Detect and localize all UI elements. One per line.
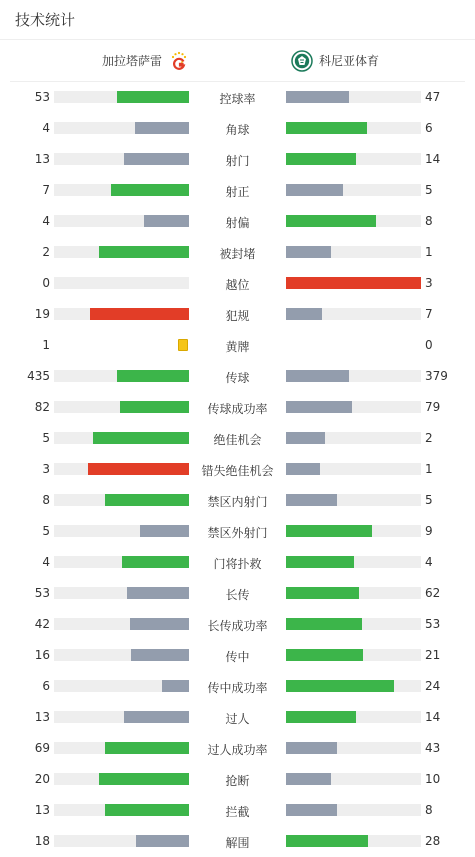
stat-name: 禁区内射门 [207,495,268,509]
stat-name: 拦截 [225,805,250,819]
away-stat-bar [286,401,421,413]
home-stat-bar-fill [162,680,189,692]
home-stat-value: 5 [42,524,50,538]
page-header [0,0,475,40]
stat-row [0,516,475,547]
stat-name: 长传 [225,588,250,602]
away-stat-value: 1 [425,462,433,476]
away-stat-bar [286,835,421,847]
away-stat-bar [286,525,421,537]
away-stat-bar-fill [286,246,331,258]
stat-row [0,113,475,144]
away-stat-bar [286,742,421,754]
konyaspor-logo-icon [291,50,313,72]
away-stat-bar-fill [286,835,368,847]
away-stat-bar [286,494,421,506]
home-stat-bar-fill [131,649,189,661]
stat-row [0,237,475,268]
away-team[interactable] [291,40,379,81]
home-team[interactable] [102,40,190,81]
away-stat-bar-fill [286,680,394,692]
away-stat-bar [286,587,421,599]
stat-row [0,299,475,330]
away-stat-value: 9 [425,524,433,538]
home-stat-bar-fill [117,91,189,103]
stat-row [0,826,475,857]
stat-row [0,454,475,485]
home-stat-value: 2 [42,245,50,259]
stat-name: 过人成功率 [207,743,268,757]
away-stat-bar [286,184,421,196]
home-stat-bar [54,184,189,196]
stat-name: 犯规 [225,309,250,323]
away-stat-bar [286,277,421,289]
stat-row [0,609,475,640]
away-stat-bar-fill [286,432,325,444]
home-stat-value: 0 [42,276,50,290]
stats-list [0,82,475,857]
away-stat-bar-fill [286,153,356,165]
home-stat-value: 53 [34,586,50,600]
away-stat-bar-fill [286,587,359,599]
home-stat-value: 18 [34,834,50,848]
stat-name: 传中 [225,650,250,664]
stat-row [0,330,475,361]
away-stat-bar [286,91,421,103]
home-stat-value: 1 [42,338,50,352]
away-stat-value: 8 [425,803,433,817]
away-stat-bar [286,370,421,382]
away-stat-bar-fill [286,277,421,289]
home-stat-bar [54,277,189,289]
away-stat-value: 5 [425,493,433,507]
away-stat-bar [286,711,421,723]
away-stat-bar-fill [286,494,337,506]
stat-name: 控球率 [219,92,256,106]
home-stat-bar [54,463,189,475]
stat-name: 错失绝佳机会 [201,464,274,478]
away-stat-bar-fill [286,804,337,816]
stat-name: 长传成功率 [207,619,268,633]
away-stat-bar-fill [286,215,376,227]
away-stat-value: 10 [425,772,441,786]
home-stat-bar-fill [140,525,189,537]
away-stat-bar-fill [286,618,362,630]
home-stat-value: 13 [34,803,50,817]
stat-row [0,82,475,113]
stat-name: 射偏 [225,216,250,230]
away-stat-bar [286,153,421,165]
home-stat-bar [54,122,189,134]
away-stat-bar-fill [286,122,367,134]
home-stat-bar [54,153,189,165]
stat-name: 传球成功率 [207,402,268,416]
stat-name: 黄牌 [225,340,250,354]
stat-name: 抢断 [225,774,250,788]
away-stat-bar-fill [286,525,372,537]
home-stat-bar-fill [122,556,190,568]
home-stat-bar [54,680,189,692]
away-stat-bar [286,463,421,475]
home-stat-bar-fill [135,122,189,134]
stat-name: 越位 [225,278,250,292]
away-stat-value: 47 [425,90,441,104]
home-stat-bar-fill [120,401,189,413]
home-stat-bar [54,432,189,444]
home-stat-bar [54,742,189,754]
home-stat-bar [54,308,189,320]
away-stat-bar [286,122,421,134]
away-stat-bar [286,432,421,444]
stat-row [0,423,475,454]
away-stat-value: 62 [425,586,441,600]
away-stat-value: 14 [425,152,441,166]
stat-row [0,795,475,826]
home-stat-value: 8 [42,493,50,507]
stat-row [0,671,475,702]
away-stat-bar [286,556,421,568]
away-stat-value: 3 [425,276,433,290]
away-stat-value: 6 [425,121,433,135]
away-stat-bar [286,649,421,661]
stat-row [0,144,475,175]
home-stat-bar [54,587,189,599]
away-stat-value: 0 [425,338,433,352]
home-stat-bar [54,711,189,723]
home-stat-bar-fill [99,773,189,785]
stat-name: 门将扑救 [213,557,262,571]
away-stat-bar [286,680,421,692]
home-stat-bar [54,835,189,847]
home-stat-bar-fill [144,215,189,227]
home-stat-bar [54,215,189,227]
stat-row [0,578,475,609]
away-stat-bar-fill [286,184,343,196]
galatasaray-logo-icon [168,50,190,72]
home-stat-bar [54,618,189,630]
home-stat-bar [54,370,189,382]
home-stat-bar-fill [117,370,189,382]
stat-name: 传中成功率 [207,681,268,695]
home-stat-bar-fill [124,711,189,723]
page-title: 技术统计 [15,11,76,29]
away-stat-bar [286,773,421,785]
stat-row [0,392,475,423]
home-stat-bar-fill [124,153,189,165]
home-stat-value: 13 [34,152,50,166]
away-stat-bar-fill [286,91,349,103]
home-stat-value: 82 [34,400,50,414]
away-stat-bar-fill [286,401,352,413]
away-stat-value: 14 [425,710,441,724]
home-stat-value: 16 [34,648,50,662]
home-stat-value: 4 [42,555,50,569]
stat-name: 过人 [225,712,250,726]
away-stat-bar [286,246,421,258]
away-stat-value: 28 [425,834,441,848]
stat-name: 传球 [225,371,250,385]
away-stat-value: 79 [425,400,441,414]
home-stat-value: 53 [34,90,50,104]
stat-name: 绝佳机会 [213,433,262,447]
home-stat-bar [54,773,189,785]
stat-row [0,485,475,516]
home-stat-bar [54,401,189,413]
away-stat-value: 5 [425,183,433,197]
home-stat-value: 69 [34,741,50,755]
away-stat-bar [286,618,421,630]
away-stat-bar-fill [286,711,356,723]
home-stat-value: 42 [34,617,50,631]
away-stat-value: 2 [425,431,433,445]
home-stat-bar-fill [90,308,189,320]
home-stat-value: 5 [42,431,50,445]
home-stat-bar-fill [127,587,189,599]
away-stat-value: 8 [425,214,433,228]
home-stat-bar-fill [105,494,189,506]
away-stat-bar-fill [286,649,363,661]
home-stat-value: 6 [42,679,50,693]
stat-name: 禁区外射门 [207,526,268,540]
home-stat-bar-fill [93,432,189,444]
home-stat-value: 20 [34,772,50,786]
home-stat-bar [54,525,189,537]
stat-row [0,733,475,764]
home-stat-bar [54,91,189,103]
stat-row [0,206,475,237]
home-stat-bar-fill [105,804,189,816]
away-stat-bar-fill [286,308,322,320]
stat-row [0,640,475,671]
stat-row [0,547,475,578]
home-stat-bar-fill [105,742,189,754]
home-stat-value: 4 [42,214,50,228]
stat-name: 被封堵 [219,247,256,261]
away-stat-bar [286,308,421,320]
away-stat-bar-fill [286,556,354,568]
away-stat-value: 24 [425,679,441,693]
home-stat-bar-fill [130,618,189,630]
home-stat-value: 435 [27,369,50,383]
away-stat-value: 53 [425,617,441,631]
yellow-card-icon [178,339,188,351]
away-stat-value: 4 [425,555,433,569]
away-stat-value: 21 [425,648,441,662]
home-stat-bar-fill [88,463,189,475]
home-stat-bar [54,246,189,258]
home-stat-bar [54,556,189,568]
away-stat-bar-fill [286,742,337,754]
home-stat-value: 7 [42,183,50,197]
stat-name: 角球 [225,123,250,137]
stat-row [0,764,475,795]
teams-bar [10,40,465,82]
stat-name: 解围 [225,836,250,850]
away-stat-bar [286,215,421,227]
home-stat-value: 3 [42,462,50,476]
home-stat-bar-fill [136,835,189,847]
away-stat-value: 379 [425,369,448,383]
home-team-name: 加拉塔萨雷 [102,54,163,68]
home-stat-bar [54,494,189,506]
away-stat-bar [286,804,421,816]
away-stat-value: 7 [425,307,433,321]
away-team-name: 科尼亚体育 [319,54,380,68]
away-stat-value: 1 [425,245,433,259]
home-stat-value: 13 [34,710,50,724]
home-stat-bar [54,649,189,661]
away-stat-bar-fill [286,773,331,785]
home-stat-bar-fill [99,246,189,258]
home-stat-value: 19 [34,307,50,321]
away-stat-value: 43 [425,741,441,755]
stat-row [0,702,475,733]
home-stat-bar [54,804,189,816]
away-stat-bar-fill [286,463,320,475]
home-stat-bar-fill [111,184,189,196]
home-stat-value: 4 [42,121,50,135]
stat-name: 射正 [225,185,250,199]
stat-row [0,175,475,206]
stat-row [0,268,475,299]
stat-name: 射门 [225,154,250,168]
stat-row [0,361,475,392]
away-stat-bar-fill [286,370,349,382]
